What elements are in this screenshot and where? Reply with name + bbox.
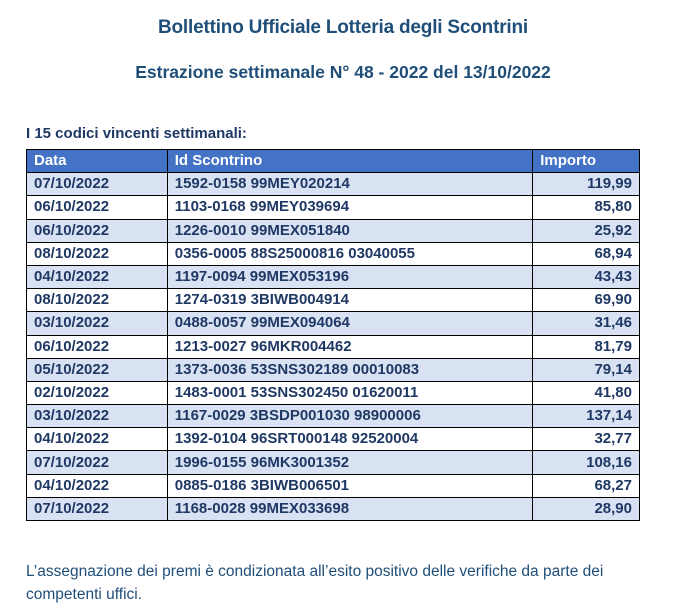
date-cell: 08/10/2022	[27, 242, 168, 265]
amount-cell: 43,43	[533, 265, 640, 288]
amount-cell: 69,90	[533, 289, 640, 312]
table-row	[27, 196, 640, 219]
amount-cell: 108,16	[533, 451, 640, 474]
date-cell: 07/10/2022	[27, 173, 168, 196]
amount-cell: 119,99	[533, 173, 640, 196]
amount-cell: 25,92	[533, 219, 640, 242]
receipt-id-cell: 1168-0028 99MEX033698	[167, 497, 532, 520]
table-row	[27, 428, 640, 451]
amount-cell: 28,90	[533, 497, 640, 520]
receipt-id-cell: 1392-0104 96SRT000148 92520004	[167, 428, 532, 451]
receipt-id-cell: 1373-0036 53SNS302189 00010083	[167, 358, 532, 381]
date-cell: 04/10/2022	[27, 265, 168, 288]
date-cell: 06/10/2022	[27, 219, 168, 242]
receipt-id-cell: 0488-0057 99MEX094064	[167, 312, 532, 335]
receipt-id-cell: 1996-0155 96MK3001352	[167, 451, 532, 474]
table-row	[27, 289, 640, 312]
receipt-id-cell: 1103-0168 99MEY039694	[167, 196, 532, 219]
receipt-id-cell: 1167-0029 3BSDP001030 98900006	[167, 405, 532, 428]
date-cell: 08/10/2022	[27, 289, 168, 312]
date-cell: 06/10/2022	[27, 196, 168, 219]
amount-cell: 41,80	[533, 381, 640, 404]
amount-cell: 31,46	[533, 312, 640, 335]
table-row	[27, 405, 640, 428]
amount-cell: 68,94	[533, 242, 640, 265]
amount-cell: 68,27	[533, 474, 640, 497]
amount-cell: 81,79	[533, 335, 640, 358]
table-body	[27, 173, 640, 521]
amount-cell: 137,14	[533, 405, 640, 428]
date-cell: 05/10/2022	[27, 358, 168, 381]
bulletin-title: Bollettino Ufficiale Lotteria degli Scontrini	[158, 17, 528, 38]
table-row	[27, 381, 640, 404]
column-header-data: Data	[27, 150, 168, 173]
table-row	[27, 358, 640, 381]
receipt-id-cell: 0356-0005 88S25000816 03040055	[167, 242, 532, 265]
date-cell: 03/10/2022	[27, 405, 168, 428]
amount-cell: 85,80	[533, 196, 640, 219]
table-row	[27, 474, 640, 497]
date-cell: 04/10/2022	[27, 474, 168, 497]
receipt-id-cell: 1226-0010 99MEX051840	[167, 219, 532, 242]
table-row	[27, 219, 640, 242]
amount-cell: 32,77	[533, 428, 640, 451]
table-row	[27, 242, 640, 265]
table-row	[27, 335, 640, 358]
amount-cell: 79,14	[533, 358, 640, 381]
draw-subtitle: Estrazione settimanale N° 48 - 2022 del 13/10/2022	[135, 62, 551, 82]
column-header-id-scontrino: Id Scontrino	[167, 150, 532, 173]
date-cell: 02/10/2022	[27, 381, 168, 404]
receipt-id-cell: 1483-0001 53SNS302450 01620011	[167, 381, 532, 404]
table-row	[27, 451, 640, 474]
receipt-id-cell: 1592-0158 99MEY020214	[167, 173, 532, 196]
winning-codes-table	[26, 149, 640, 521]
receipt-id-cell: 1197-0094 99MEX053196	[167, 265, 532, 288]
date-cell: 07/10/2022	[27, 497, 168, 520]
date-cell: 03/10/2022	[27, 312, 168, 335]
date-cell: 07/10/2022	[27, 451, 168, 474]
table-row	[27, 173, 640, 196]
date-cell: 06/10/2022	[27, 335, 168, 358]
winning-codes-label: I 15 codici vincenti settimanali:	[26, 125, 247, 142]
date-cell: 04/10/2022	[27, 428, 168, 451]
table-row	[27, 265, 640, 288]
footer-note: L’assegnazione dei premi è condizionata all’esito positivo delle verifiche da parte dei competenti uffici.	[26, 563, 604, 603]
column-header-importo: Importo	[533, 150, 640, 173]
table-row	[27, 312, 640, 335]
receipt-id-cell: 1274-0319 3BIWB004914	[167, 289, 532, 312]
table-header-row	[27, 150, 640, 173]
table-row	[27, 497, 640, 520]
receipt-id-cell: 0885-0186 3BIWB006501	[167, 474, 532, 497]
receipt-id-cell: 1213-0027 96MKR004462	[167, 335, 532, 358]
